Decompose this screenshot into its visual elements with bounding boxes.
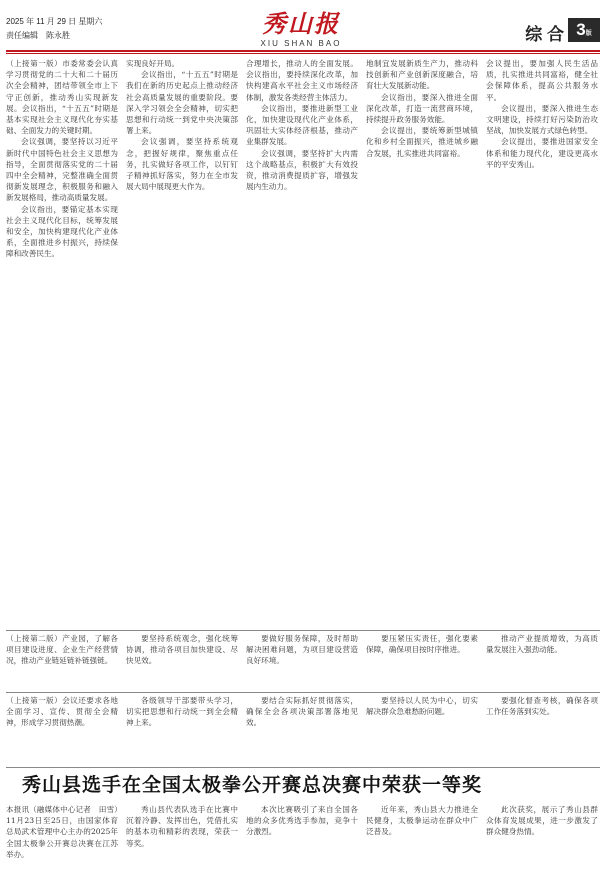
paragraph: 会议提出，要加强人民生活品质，扎实推进共同富裕，健全社会保障体系，提高公共服务水平。 — [486, 59, 598, 102]
masthead-rule-thin — [6, 53, 600, 54]
divider — [6, 692, 600, 693]
paragraph: 会议指出，要深入推进全面深化改革，打造一流营商环境，持续提升政务服务效能。 — [366, 92, 478, 125]
article-column-1 — [6, 58, 118, 628]
article-column-4 — [366, 58, 478, 628]
paragraph: 会议指出，“十五五”时期是我们在新的历史起点上推动经济社会高质量发展的重要阶段。要深入学习领会全会精神，切实把思想和行动统一到党中央决策部署上来。 — [126, 70, 238, 136]
masthead — [6, 4, 600, 48]
paragraph: 各级领导干部要带头学习，切实把思想和行动统一到全会精神上来。 — [126, 696, 238, 728]
divider — [6, 630, 600, 631]
paragraph: 要做好服务保障，及时帮助解决困难问题，为项目建设营造良好环境。 — [246, 634, 358, 666]
paragraph: 会议强调，要坚持以习近平新时代中国特色社会主义思想为指导，全面贯彻落实党的二十届四中全会精神，完整准确全面贯彻新发展理念，积极服务和融入新发展格局，推动高质量发展。 — [6, 137, 118, 203]
headline-block — [6, 770, 600, 798]
band2-column — [486, 695, 598, 765]
paragraph: 本次比赛吸引了来自全国各地的众多优秀选手参加，竞争十分激烈。 — [246, 805, 358, 837]
band1-column — [246, 633, 358, 689]
paragraph: （上接第二版）产业园，了解各项目建设进度、企业生产经营情况，推动产业链延链补链强链。 — [6, 634, 118, 666]
article-column-3 — [246, 58, 358, 628]
band2-column — [246, 695, 358, 765]
continued-article-1 — [6, 633, 600, 689]
paragraph: 要坚持以人民为中心，切实解决群众急难愁盼问题。 — [366, 696, 478, 717]
logo-chinese: 秀山报 — [262, 9, 340, 38]
paragraph: 会议指出，要推进新型工业化，加快建设现代化产业体系，巩固壮大实体经济根基，推动产业集群发展。 — [246, 103, 358, 147]
masthead-rule — [6, 50, 600, 52]
article-column-2 — [126, 58, 238, 628]
paragraph: 近年来，秀山县大力推进全民健身，太极拳运动在群众中广泛普及。 — [366, 805, 478, 837]
paragraph: 会议指出，要锚定基本实现社会主义现代化目标，统筹发展和安全，加快构建现代化产业体系，全面推进乡村振兴，持续保障和改善民生。 — [6, 204, 118, 259]
paragraph: 会议提出，要统筹新型城镇化和乡村全面振兴，推进城乡融合发展，扎实推进共同富裕。 — [366, 126, 478, 158]
bottom-column — [126, 804, 238, 868]
band1-column — [366, 633, 478, 689]
paragraph: 会议提出，要深入推进生态文明建设，持续打好污染防治攻坚战，加快发展方式绿色转型。 — [486, 103, 598, 136]
paragraph: （上接第一版）市委常委会认真学习贯彻党的二十大和二十届历次全会精神，团结带领全市上下守正创新，推动秀山实现新发展。会议指出，“十五五”时期是基本实现社会主义现代化夯实基础、全面发力的关键时期。 — [6, 59, 118, 136]
paragraph: （上接第一版）会议还要求各地全面学习、宣传、贯彻全会精神，形成学习贯彻热潮。 — [6, 696, 118, 728]
section-title: 综 合 — [525, 25, 564, 44]
band1-column — [6, 633, 118, 689]
bottom-column — [366, 804, 478, 868]
band2-column — [6, 695, 118, 765]
band1-column — [126, 633, 238, 689]
issue-date: 2025 年 11 月 29 日 星期六 — [6, 17, 103, 26]
paragraph: 本报讯（融媒体中心记者 田雪）11月23日至25日，由国家体育总局武术管理中心主办的2025年全国太极拳公开赛总决赛在江苏举办。 — [6, 805, 118, 859]
paragraph: 要坚持系统观念，强化统筹协调，推动各项目加快建设、尽快见效。 — [126, 634, 238, 666]
article-column-5 — [486, 58, 598, 628]
logo-english: XIU SHAN BAO — [260, 39, 342, 48]
page-editor: 责任编辑 陈永胜 — [6, 31, 70, 40]
paragraph: 会议强调，要坚持系统观念，把握好规律，聚焦重点任务，扎实做好各项工作，以钉钉子精神抓好落实，努力在全市发展大局中展现更大作为。 — [126, 137, 238, 192]
paragraph: 地制宜发展新质生产力，推动科技创新和产业创新深度融合，培育壮大发展新动能。 — [366, 59, 478, 91]
paragraph: 推动产业提质增效，为高质量发展注入强劲动能。 — [486, 634, 598, 655]
page-suffix: 版 — [585, 31, 592, 37]
bottom-article — [6, 804, 600, 868]
divider — [6, 767, 600, 768]
paragraph: 要强化督查考核，确保各项工作任务落到实处。 — [486, 696, 598, 717]
bottom-column — [246, 804, 358, 868]
headline: 秀山县选手在全国太极拳公开赛总决赛中荣获一等奖 — [22, 774, 483, 796]
paragraph: 实现良好开局。 — [126, 59, 180, 68]
band2-column — [126, 695, 238, 765]
bottom-column — [6, 804, 118, 868]
band2-column — [366, 695, 478, 765]
continued-article-2 — [6, 695, 600, 765]
page-number-box — [568, 18, 600, 42]
paragraph: 会议强调，要坚持扩大内需这个战略基点，积极扩大有效投资，推动消费提质扩容，增强发展内生动力。 — [246, 148, 358, 192]
newspaper-logo — [226, 4, 376, 48]
paragraph: 合理增长，推动人的全面发展。会议指出，要持续深化改革，加快构建高水平社会主义市场经济体制，激发各类经营主体活力。 — [246, 59, 358, 102]
band1-column — [486, 633, 598, 689]
paragraph: 要压紧压实责任，强化要素保障，确保项目按时序推进。 — [366, 634, 478, 655]
page-number: 3 — [576, 20, 586, 39]
bottom-column — [486, 804, 598, 868]
main-article — [6, 58, 600, 628]
paragraph: 要结合实际抓好贯彻落实，确保全会各项决策部署落地见效。 — [246, 696, 358, 728]
paragraph: 此次获奖，展示了秀山县群众体育发展成果，进一步激发了群众健身热情。 — [486, 805, 598, 837]
paragraph: 秀山县代表队选手在比赛中沉着冷静、发挥出色，凭借扎实的基本功和精彩的表现，荣获一等奖。 — [126, 805, 238, 848]
paragraph: 会议提出，要推进国家安全体系和能力现代化，建设更高水平的平安秀山。 — [486, 137, 598, 169]
